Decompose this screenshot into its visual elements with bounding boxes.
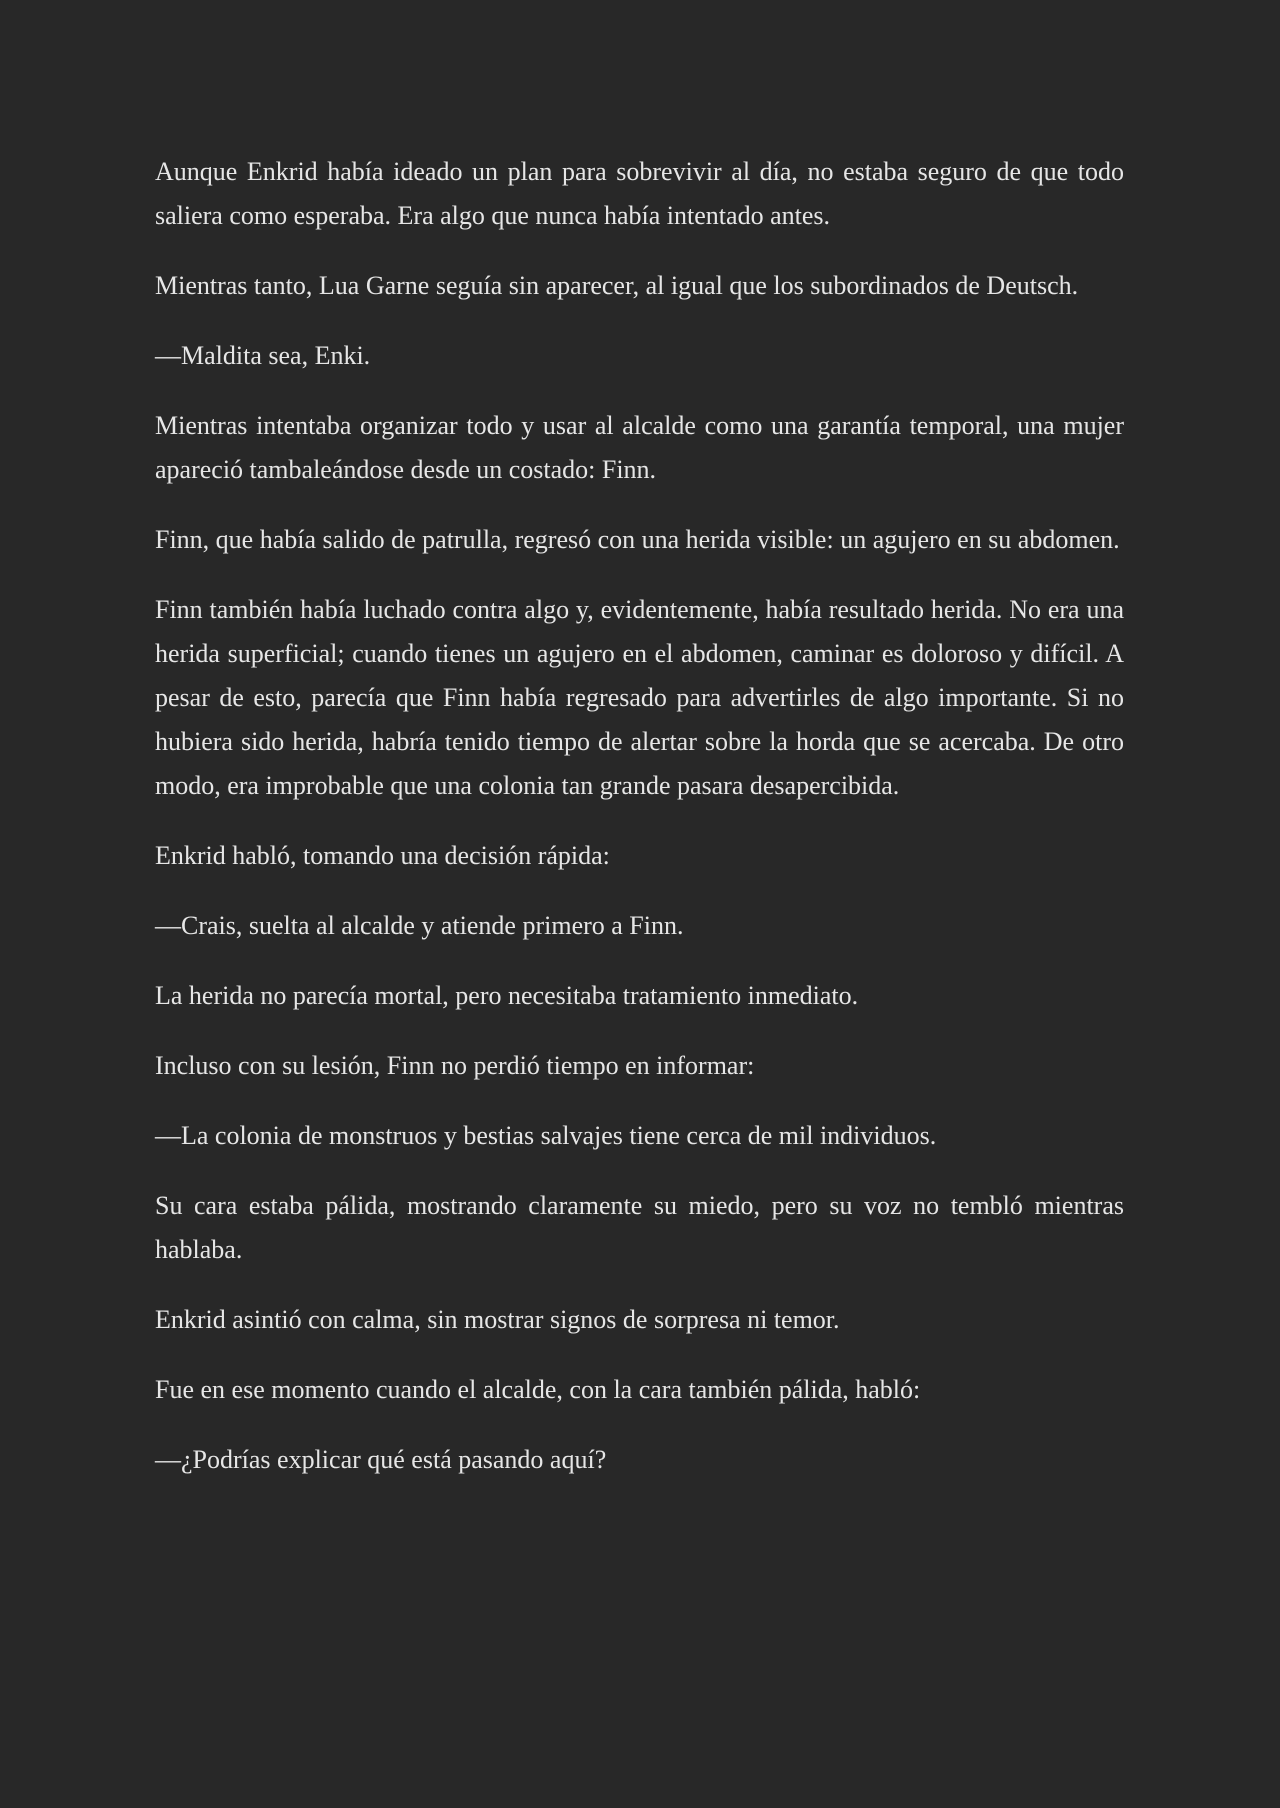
paragraph: Aunque Enkrid había ideado un plan para sobrevivir al día, no estaba seguro de que todo saliera como esperaba. Era algo que nunca había intentado antes.: [155, 157, 1124, 230]
paragraph: Mientras intentaba organizar todo y usar al alcalde como una garantía temporal, una mujer apareció tambaleándose desde un costado: Finn.: [155, 411, 1124, 484]
paragraph: Mientras tanto, Lua Garne seguía sin aparecer, al igual que los subordinados de Deutsch.: [155, 271, 1079, 300]
story-text: [155, 150, 1124, 1482]
paragraph: Incluso con su lesión, Finn no perdió tiempo en informar:: [155, 1051, 755, 1080]
paragraph: Finn, que había salido de patrulla, regresó con una herida visible: un agujero en su abdomen.: [155, 525, 1120, 554]
paragraph: Finn también había luchado contra algo y, evidentemente, había resultado herida. No era una herida superficial; cuando tienes un agujero en el abdomen, caminar es doloroso y difícil. A pesar de esto, parecía que Finn había regresado para advertirles de algo importante. Si no hubiera sido herida, habría tenido tiempo de alertar sobre la horda que se acercaba. De otro modo, era improbable que una colonia tan grande pasara desapercibida.: [155, 595, 1124, 800]
paragraph: Su cara estaba pálida, mostrando claramente su miedo, pero su voz no tembló mientras hablaba.: [155, 1191, 1124, 1264]
paragraph: —Crais, suelta al alcalde y atiende primero a Finn.: [155, 911, 684, 940]
paragraph: —Maldita sea, Enki.: [155, 341, 371, 370]
paragraph: —¿Podrías explicar qué está pasando aquí?: [155, 1445, 607, 1474]
paragraph: Fue en ese momento cuando el alcalde, con la cara también pálida, habló:: [155, 1375, 921, 1404]
paragraph: Enkrid asintió con calma, sin mostrar signos de sorpresa ni temor.: [155, 1305, 840, 1334]
paragraph: —La colonia de monstruos y bestias salvajes tiene cerca de mil individuos.: [155, 1121, 937, 1150]
paragraph: La herida no parecía mortal, pero necesitaba tratamiento inmediato.: [155, 981, 859, 1010]
paragraph: Enkrid habló, tomando una decisión rápida:: [155, 841, 610, 870]
